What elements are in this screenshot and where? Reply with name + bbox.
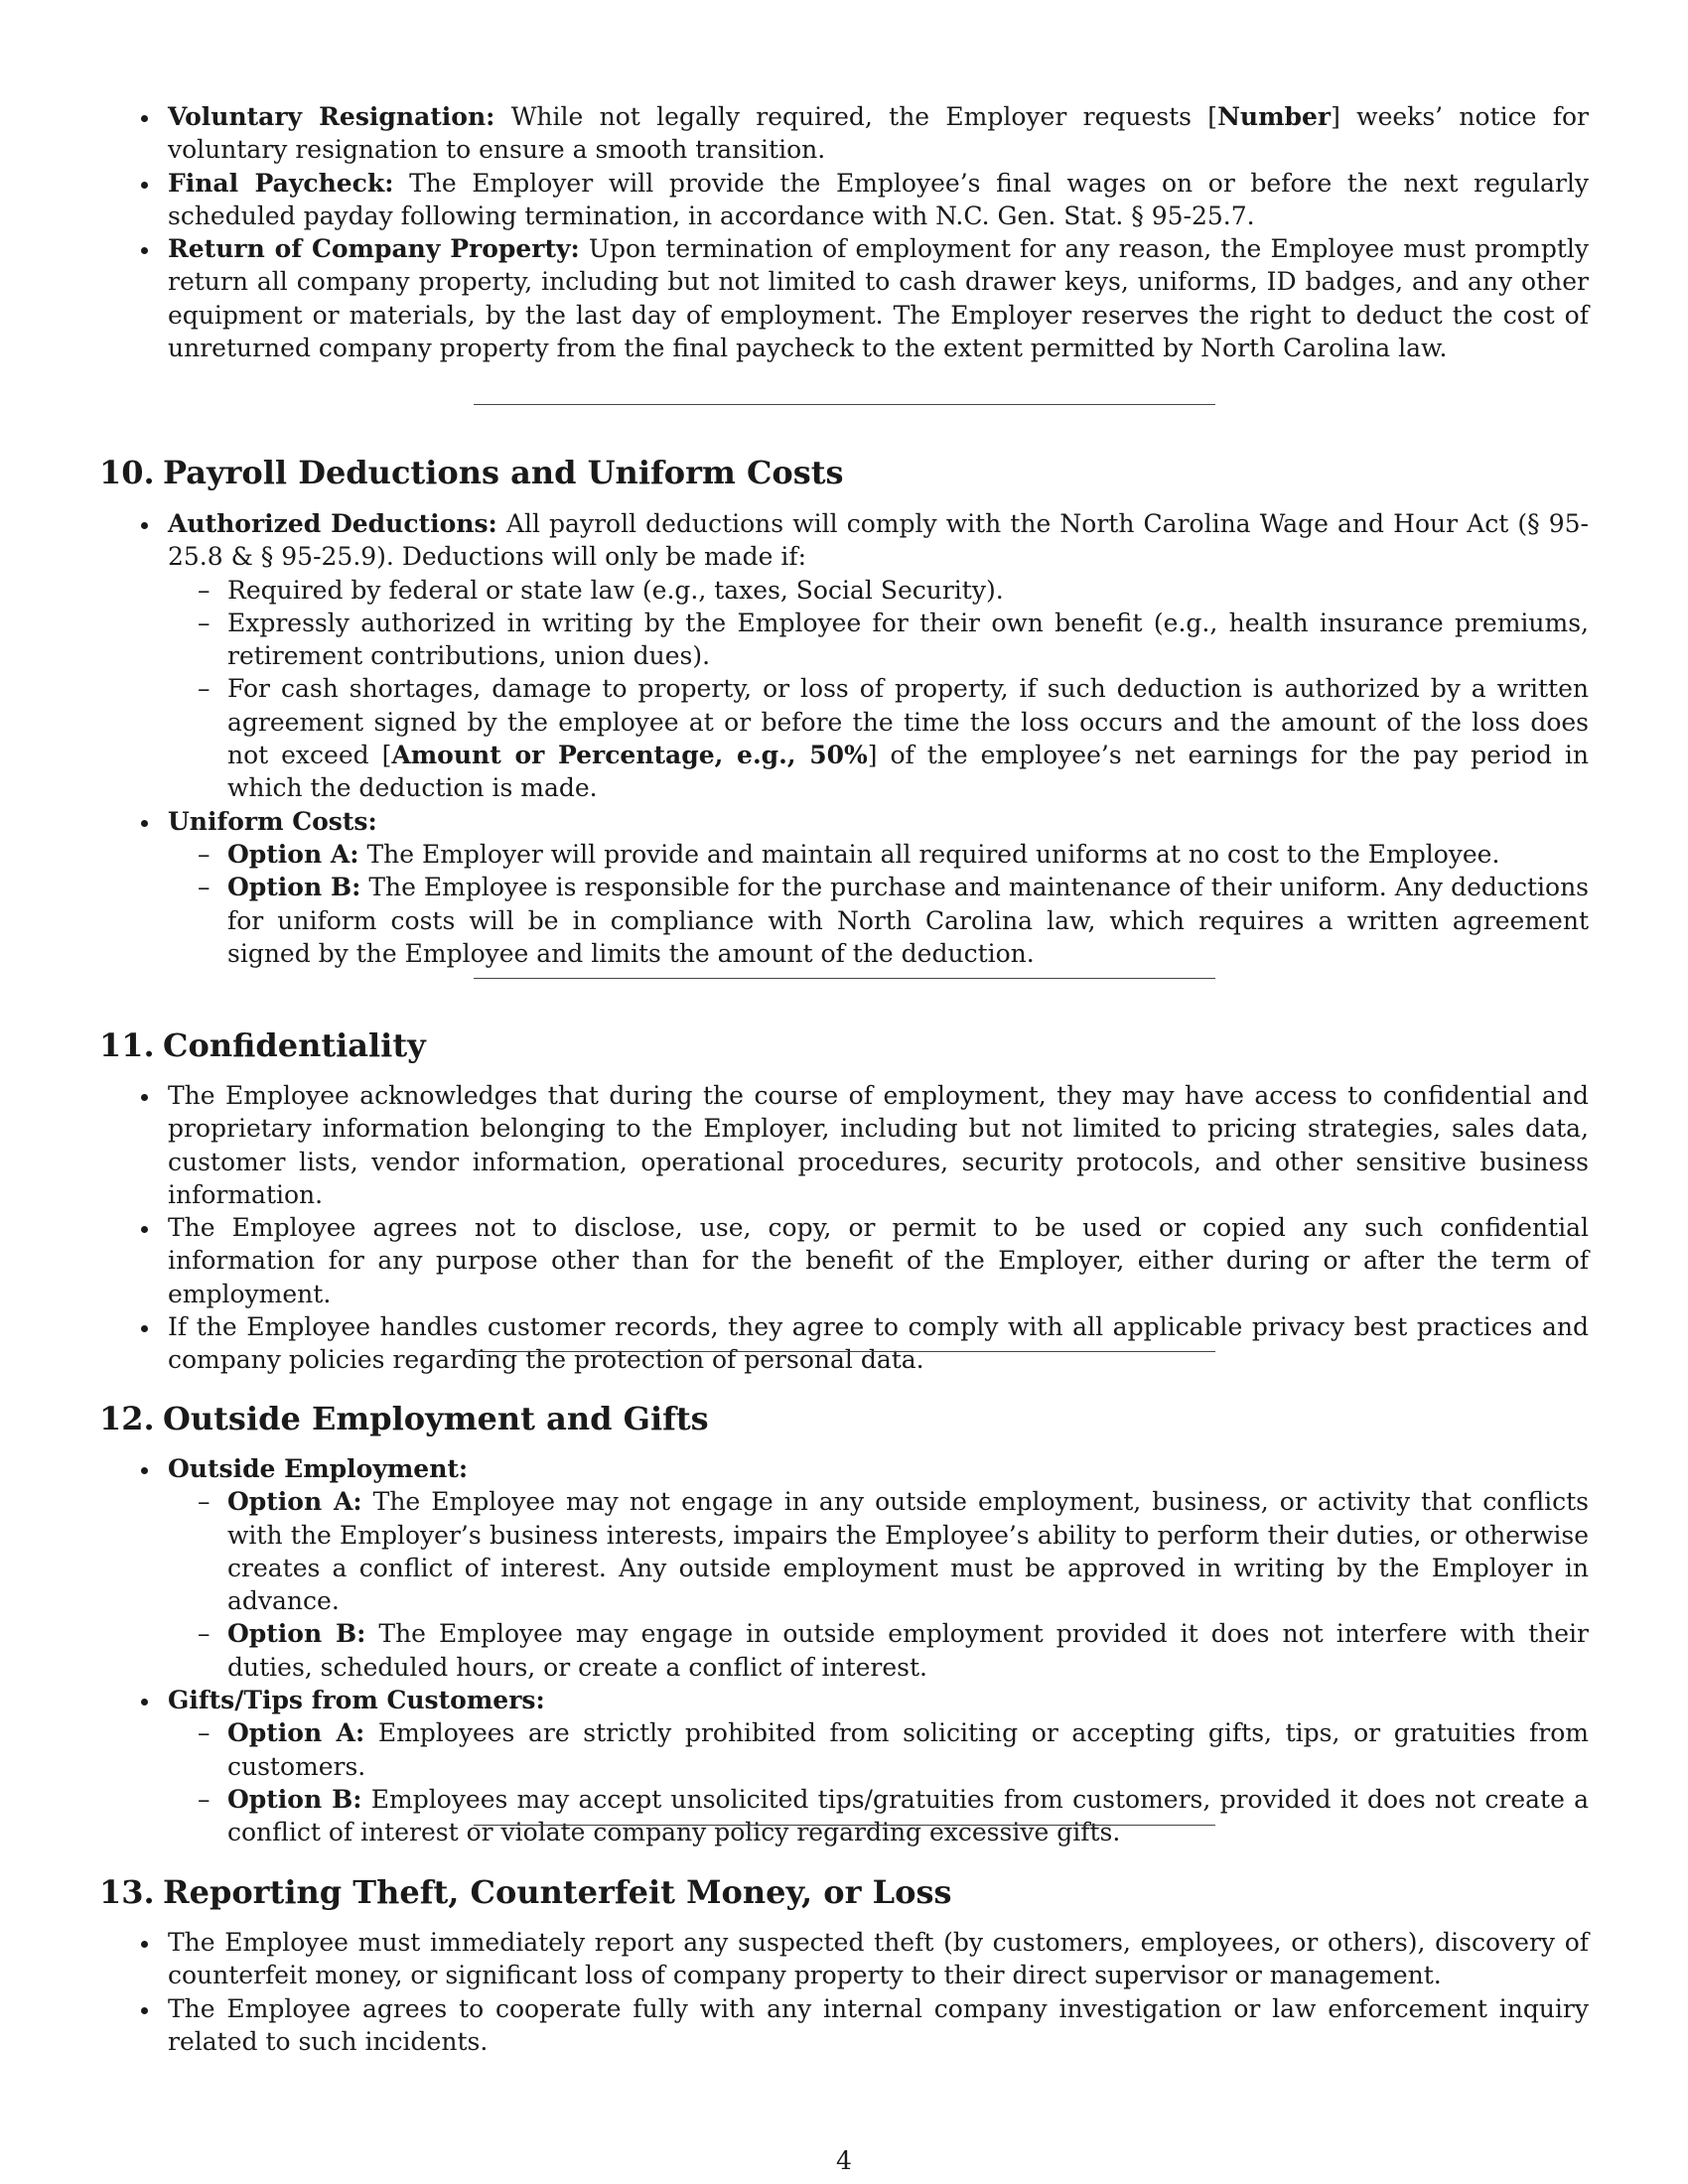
section-divider bbox=[474, 1351, 1215, 1352]
list-item: The Employee acknowledges that during the course of employment, they may have access to confidential and proprietary information belonging to the Employer, including but not limited to pricing strategies, sales data, customer lists, vendor information, operational procedures, security protocols, and other sensitive business information. bbox=[99, 1079, 1589, 1211]
section-heading-12: 12. Outside Employment and Gifts bbox=[99, 1400, 709, 1437]
sub-list-item: – Option B: The Employee may engage in outside employment provided it does not interfere with their duties, scheduled hours, or create a conflict of interest. bbox=[168, 1617, 1589, 1684]
section-divider bbox=[474, 404, 1215, 405]
section-heading-13: 13. Reporting Theft, Counterfeit Money, or Loss bbox=[99, 1873, 952, 1911]
list-item: The Employee must immediately report any suspected theft (by customers, employees, or others), discovery of counterfeit money, or significant loss of company property to their direct supervisor or management. bbox=[99, 1926, 1589, 1992]
list-item: Gifts/Tips from Customers: – Option A: Employees are strictly prohibited from soliciting or accepting gifts, tips, or gratuities from customers. – Option B: Employees may accept unsolicited tips/gratuities from customers, provided it does not create a conflict of interest or violate company policy regarding excessive gifts. bbox=[99, 1684, 1589, 1848]
list-item: Voluntary Resignation: While not legally required, the Employer requests [Number] weeks’ notice for voluntary resignation to ensure a smooth transition. bbox=[99, 100, 1589, 167]
termination-list bbox=[99, 100, 1589, 364]
section-heading-11: 11. Confidentiality bbox=[99, 1026, 426, 1064]
list-item: If the Employee handles customer records, they agree to comply with all applicable privacy best practices and company policies regarding the protection of personal data. bbox=[99, 1310, 1589, 1377]
section-11-list bbox=[99, 1079, 1589, 1377]
sub-list-item: – Expressly authorized in writing by the Employee for their own benefit (e.g., health insurance premiums, retirement contributions, union dues). bbox=[168, 607, 1589, 673]
page-number: 4 bbox=[836, 2146, 852, 2175]
section-divider bbox=[474, 978, 1215, 979]
sub-list-item: – Option A: The Employee may not engage in any outside employment, business, or activity that conflicts with the Employer’s business interests, impairs the Employee’s ability to perform their duties, or otherwise creates a conflict of interest. Any outside employment must be approved in writing by the Employer in advance. bbox=[168, 1485, 1589, 1617]
list-item: Uniform Costs: – Option A: The Employer will provide and maintain all required uniforms at no cost to the Employee. – Option B: The Employee is responsible for the purchase and maintenance of their uniform. Any deductions for uniform costs will be in compliance with North Carolina law, which requires a written agreement signed by the Employee and limits the amount of the deduction. bbox=[99, 805, 1589, 970]
sub-list-item: – Option B: The Employee is responsible for the purchase and maintenance of their uniform. Any deductions for uniform costs will be in compliance with North Carolina law, which requires a written agreement signed by the Employee and limits the amount of the deduction. bbox=[168, 871, 1589, 970]
sub-list bbox=[168, 1716, 1589, 1848]
sub-list bbox=[168, 838, 1589, 970]
section-13-list bbox=[99, 1926, 1589, 2058]
section-heading-10: 10. Payroll Deductions and Uniform Costs bbox=[99, 454, 844, 491]
list-item: The Employee agrees to cooperate fully with any internal company investigation or law enforcement inquiry related to such incidents. bbox=[99, 1992, 1589, 2059]
list-item: Return of Company Property: Upon termination of employment for any reason, the Employee must promptly return all company property, including but not limited to cash drawer keys, uniforms, ID badges, and any other equipment or materials, by the last day of employment. The Employer reserves the right to deduct the cost of unreturned company property from the final paycheck to the extent permitted by North Carolina law. bbox=[99, 232, 1589, 364]
list-item: The Employee agrees not to disclose, use, copy, or permit to be used or copied any such confidential information for any purpose other than for the benefit of the Employer, either during or after the term of employment. bbox=[99, 1211, 1589, 1310]
sub-list-item: – Required by federal or state law (e.g., taxes, Social Security). bbox=[168, 574, 1589, 607]
section-divider bbox=[474, 1825, 1215, 1826]
sub-list-item: – Option A: The Employer will provide and maintain all required uniforms at no cost to the Employee. bbox=[168, 838, 1589, 871]
sub-list-item: – Option B: Employees may accept unsolicited tips/gratuities from customers, provided it does not create a conflict of interest or violate company policy regarding excessive gifts. bbox=[168, 1783, 1589, 1849]
list-item: Final Paycheck: The Employer will provide the Employee’s final wages on or before the next regularly scheduled payday following termination, in accordance with N.C. Gen. Stat. § 95-25.7. bbox=[99, 167, 1589, 233]
sub-list bbox=[168, 574, 1589, 805]
list-item: Outside Employment: – Option A: The Employee may not engage in any outside employment, business, or activity that conflicts with the Employer’s business interests, impairs the Employee’s ability to perform their duties, or otherwise creates a conflict of interest. Any outside employment must be approved in writing by the Employer in advance. – Option B: The Employee may engage in outside employment provided it does not interfere with their duties, scheduled hours, or create a conflict of interest. bbox=[99, 1452, 1589, 1684]
section-12-list bbox=[99, 1452, 1589, 1849]
section-10-list bbox=[99, 507, 1589, 970]
sub-list-item: – Option A: Employees are strictly prohibited from soliciting or accepting gifts, tips, or gratuities from customers. bbox=[168, 1716, 1589, 1783]
list-item: Authorized Deductions: All payroll deductions will comply with the North Carolina Wage and Hour Act (§ 95-25.8 & § 95-25.9). Deductions will only be made if: – Required by federal or state law (e.g., taxes, Social Security). – Expressly authorized in writing by the Employee for their own benefit (e.g., health insurance premiums, retirement contributions, union dues). – For cash shortages, damage to property, or loss of property, if such deduction is authorized by a written agreement signed by the employee at or before the time the loss occurs and the amount of the loss does not exceed [Amount or Percentage, e.g., 50%] of the employee’s net earnings for the pay period in which the deduction is made. bbox=[99, 507, 1589, 805]
sub-list-item: – For cash shortages, damage to property, or loss of property, if such deduction is authorized by a written agreement signed by the employee at or before the time the loss occurs and the amount of the loss does not exceed [Amount or Percentage, e.g., 50%] of the employee’s net earnings for the pay period in which the deduction is made. bbox=[168, 672, 1589, 804]
sub-list bbox=[168, 1485, 1589, 1684]
